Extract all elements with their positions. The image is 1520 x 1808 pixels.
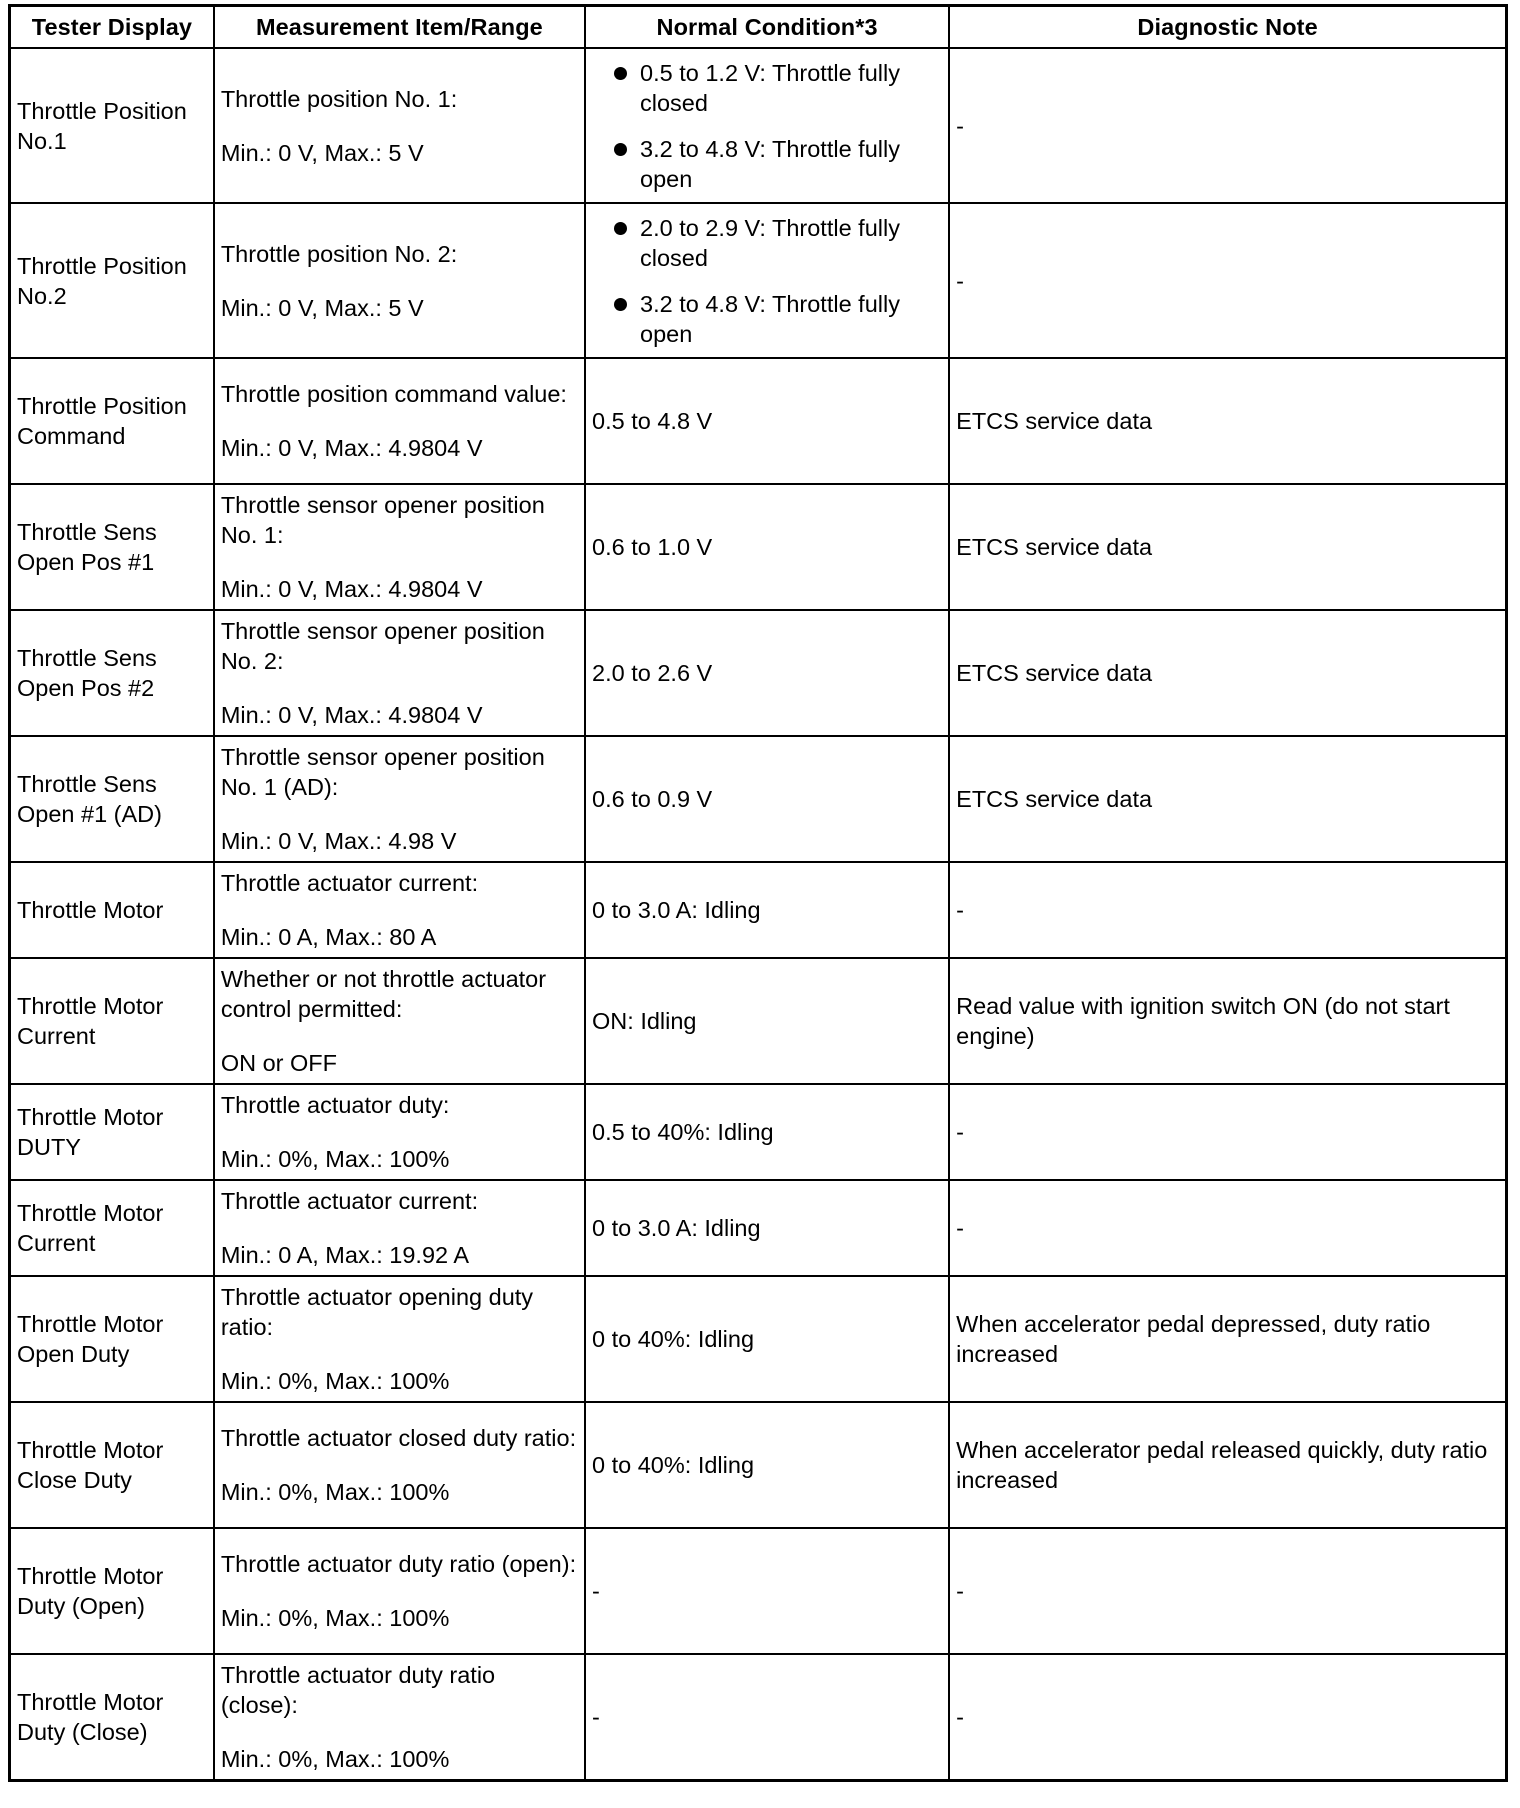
table-row [10,862,1507,958]
normal-condition-list [592,213,942,349]
data-list-table [8,4,1508,1782]
measurement-range: Min.: 0 A, Max.: 19.92 A [220,1242,469,1268]
measurement-item: Throttle actuator opening duty ratio: [220,1284,534,1340]
normal-condition-text: 2.0 to 2.6 V [592,660,713,686]
table-row [10,1654,1507,1780]
normal-condition-text: 0 to 3.0 A: Idling [592,897,761,923]
cell-tester-display: Throttle Position Command [10,358,214,484]
cell-normal-condition [585,48,949,203]
cell-normal-condition [585,1276,949,1402]
table-row [10,48,1507,203]
cell-diagnostic-note: ETCS service data [949,610,1506,736]
measurement-item: Throttle actuator duty: [220,1092,450,1118]
cell-diagnostic-note: - [949,1528,1506,1654]
normal-condition-text: 3.2 to 4.8 V: Throttle fully open [640,290,900,347]
normal-condition-text: 0 to 3.0 A: Idling [592,1215,761,1241]
cell-normal-condition [585,484,949,610]
cell-diagnostic-note: When accelerator pedal depressed, duty ratio increased [949,1276,1506,1402]
cell-normal-condition [585,610,949,736]
measurement-item: Throttle actuator current: [220,1188,479,1214]
normal-condition-text: ON: Idling [592,1008,697,1034]
measurement-range: Min.: 0%, Max.: 100% [220,1605,450,1631]
measurement-item: Throttle sensor opener position No. 2: [220,618,545,674]
normal-condition-text: 0.6 to 0.9 V [592,786,713,812]
measurement-range: Min.: 0%, Max.: 100% [220,1479,450,1505]
measurement-range: Min.: 0 A, Max.: 80 A [220,924,437,950]
measurement-item: Whether or not throttle actuator control permitted: [220,966,547,1022]
normal-condition-list [592,58,942,194]
cell-tester-display: Throttle Motor [10,862,214,958]
normal-condition-text: - [592,1578,600,1604]
cell-measurement-range [214,48,585,203]
table-row [10,736,1507,862]
cell-diagnostic-note: - [949,1084,1506,1180]
normal-condition-text: 0.5 to 4.8 V [592,408,713,434]
cell-diagnostic-note: - [949,1654,1506,1780]
cell-measurement-range [214,1654,585,1780]
cell-normal-condition [585,862,949,958]
measurement-item: Throttle position command value: [220,381,567,407]
cell-normal-condition [585,1654,949,1780]
header-row [10,6,1507,49]
normal-condition-text: 2.0 to 2.9 V: Throttle fully closed [640,214,900,271]
cell-tester-display: Throttle Motor Current [10,958,214,1084]
measurement-range: Min.: 0 V, Max.: 5 V [220,139,424,166]
table-row [10,1084,1507,1180]
normal-condition-text: 0.5 to 1.2 V: Throttle fully closed [640,59,900,116]
normal-condition-item [592,213,942,273]
normal-condition-text: 0.5 to 40%: Idling [592,1119,774,1145]
cell-measurement-range [214,1276,585,1402]
cell-tester-display: Throttle Sens Open Pos #2 [10,610,214,736]
cell-diagnostic-note: - [949,1180,1506,1276]
measurement-range: Min.: 0 V, Max.: 4.98 V [220,828,457,854]
measurement-range: Min.: 0 V, Max.: 4.9804 V [220,702,483,728]
measurement-item: Throttle position No. 2: [220,240,458,267]
header-diagnostic-note: Diagnostic Note [949,6,1506,49]
cell-normal-condition [585,358,949,484]
normal-condition-item [592,58,942,118]
normal-condition-item [592,289,942,349]
bullet-icon [614,298,627,311]
measurement-item: Throttle actuator duty ratio (close): [220,1661,496,1718]
header-measurement-range: Measurement Item/Range [214,6,585,49]
cell-measurement-range [214,736,585,862]
measurement-item: Throttle sensor opener position No. 1: [220,492,545,548]
bullet-icon [614,143,627,156]
normal-condition-text: 3.2 to 4.8 V: Throttle fully open [640,135,900,192]
measurement-range: Min.: 0%, Max.: 100% [220,1745,450,1772]
cell-diagnostic-note: - [949,48,1506,203]
cell-normal-condition [585,958,949,1084]
cell-measurement-range [214,1402,585,1528]
cell-measurement-range [214,484,585,610]
measurement-item: Throttle actuator duty ratio (open): [220,1551,577,1577]
cell-tester-display: Throttle Position No.2 [10,203,214,358]
normal-condition-text: 0 to 40%: Idling [592,1452,755,1478]
measurement-item: Throttle sensor opener position No. 1 (AD): [220,744,545,800]
measurement-range: Min.: 0 V, Max.: 4.9804 V [220,576,483,602]
cell-tester-display: Throttle Motor Current [10,1180,214,1276]
cell-tester-display: Throttle Sens Open #1 (AD) [10,736,214,862]
table-body [10,48,1507,1780]
cell-diagnostic-note: ETCS service data [949,736,1506,862]
normal-condition-item [592,134,942,194]
cell-diagnostic-note: ETCS service data [949,358,1506,484]
cell-diagnostic-note: - [949,203,1506,358]
header-normal-condition: Normal Condition*3 [585,6,949,49]
cell-measurement-range [214,610,585,736]
cell-normal-condition [585,203,949,358]
normal-condition-text: 0 to 40%: Idling [592,1326,755,1352]
cell-normal-condition [585,1180,949,1276]
cell-diagnostic-note: - [949,862,1506,958]
normal-condition-text: - [592,1703,600,1730]
bullet-icon [614,222,627,235]
table-row [10,203,1507,358]
measurement-item: Throttle actuator current: [220,870,479,896]
cell-diagnostic-note: ETCS service data [949,484,1506,610]
cell-measurement-range [214,1180,585,1276]
table-row [10,610,1507,736]
document-page [8,4,1508,1782]
cell-normal-condition [585,1084,949,1180]
measurement-item: Throttle position No. 1: [220,85,458,112]
cell-diagnostic-note: Read value with ignition switch ON (do not start engine) [949,958,1506,1084]
cell-tester-display: Throttle Motor Close Duty [10,1402,214,1528]
cell-measurement-range [214,958,585,1084]
table-row [10,358,1507,484]
table-row [10,1402,1507,1528]
measurement-range: ON or OFF [220,1050,338,1076]
cell-tester-display: Throttle Motor Open Duty [10,1276,214,1402]
cell-tester-display: Throttle Sens Open Pos #1 [10,484,214,610]
cell-normal-condition [585,736,949,862]
cell-measurement-range [214,358,585,484]
cell-tester-display: Throttle Motor Duty (Open) [10,1528,214,1654]
cell-measurement-range [214,203,585,358]
cell-tester-display: Throttle Motor Duty (Close) [10,1654,214,1780]
normal-condition-text: 0.6 to 1.0 V [592,534,713,560]
measurement-item: Throttle actuator closed duty ratio: [220,1425,577,1451]
cell-normal-condition [585,1402,949,1528]
cell-tester-display: Throttle Position No.1 [10,48,214,203]
cell-tester-display: Throttle Motor DUTY [10,1084,214,1180]
header-tester-display: Tester Display [10,6,214,49]
table-row [10,1180,1507,1276]
cell-normal-condition [585,1528,949,1654]
table-row [10,1528,1507,1654]
measurement-range: Min.: 0 V, Max.: 4.9804 V [220,435,483,461]
table-row [10,484,1507,610]
table-row [10,1276,1507,1402]
cell-measurement-range [214,1528,585,1654]
cell-measurement-range [214,862,585,958]
table-row [10,958,1507,1084]
cell-diagnostic-note: When accelerator pedal released quickly, duty ratio increased [949,1402,1506,1528]
cell-measurement-range [214,1084,585,1180]
measurement-range: Min.: 0 V, Max.: 5 V [220,294,424,321]
measurement-range: Min.: 0%, Max.: 100% [220,1368,450,1394]
bullet-icon [614,67,627,80]
measurement-range: Min.: 0%, Max.: 100% [220,1146,450,1172]
